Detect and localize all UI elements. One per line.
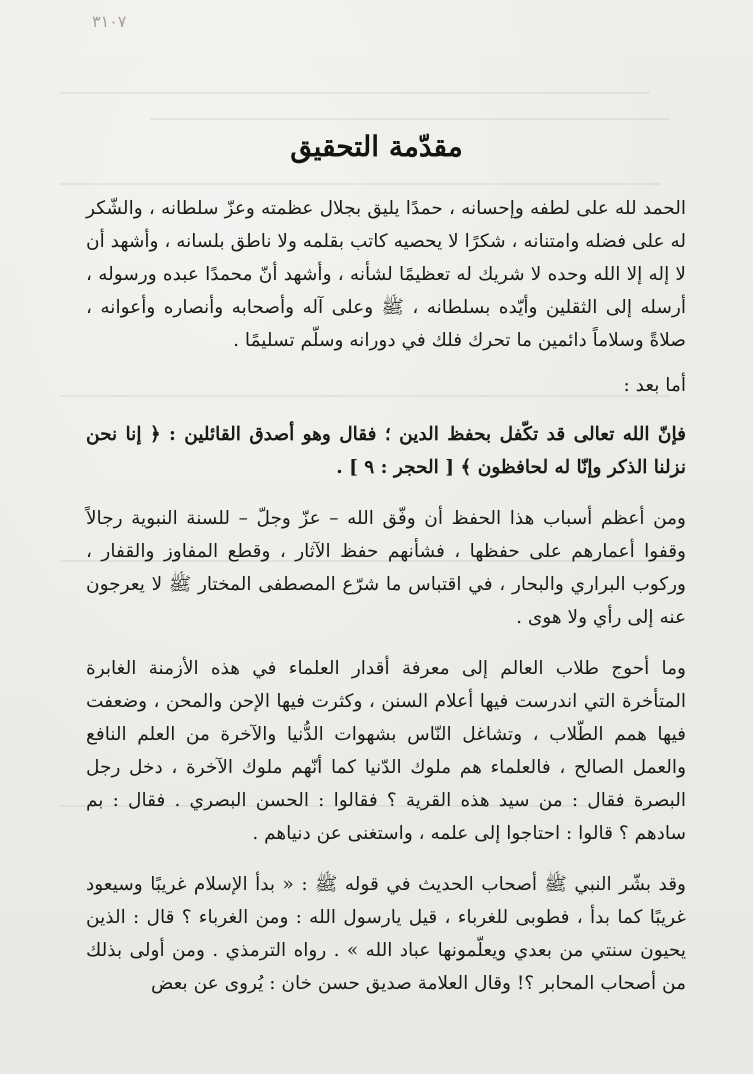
bleed-through-line <box>60 92 650 94</box>
text-line: إلى رأي ولا هوى . <box>516 607 654 628</box>
text-line: بذلك من أصحاب المحابر ؟! وقال العلامة صديق حسن خان : يُروى عن بعض <box>86 940 686 994</box>
text-line: ومن أعظم أسباب هذا الحفظ أن وفّق الله – عزّ وجلّ – للسنة النبوية رجالاً <box>86 508 686 529</box>
bleed-through-line <box>150 118 670 120</box>
text-line: فإنّ الله تعالى قد تكّفل بحفظ الدين ؛ فقال وهو أصدق القائلين : ﴿ إنا نحن <box>86 424 686 445</box>
paragraph-praise <box>86 192 686 357</box>
bleed-through-line <box>60 183 660 185</box>
text-line: فالعلماء هم ملوك الدّنيا كما أنّهم ملوك الآخرة ، دخل رجل البصرة فقال : من <box>86 757 686 811</box>
text-line: علمه ، واستغنى عن دنياهم . <box>252 823 469 844</box>
text-line: ورسوله ، أرسله إلى الثقلين وأيّده بسلطانه ، ﷺ وعلى آله وأصحابه وأنصاره <box>86 264 686 318</box>
text-line: وسيعود غريبًا كما بدأ ، فطوبى للغرباء ، قيل يارسول الله : ومن الغرباء ؟ قال : <box>86 874 686 928</box>
text-line: وركوب البراري والبحار ، في اقتباس ما شرّع المصطفى المختار ﷺ لا يعرجون عنه <box>86 574 686 628</box>
page-corner-mark: ٣١٠٧ <box>92 12 127 31</box>
text-line: أما بعد : <box>623 375 686 396</box>
paragraph-gap <box>86 850 686 868</box>
body-text <box>86 192 686 1000</box>
text-line: الذين يحيون سنتي من بعدي ويعلّمونها عباد الله » . رواه الترمذي . ومن أولى <box>86 907 686 961</box>
paragraph-gap <box>86 634 686 652</box>
paragraph-scholars <box>86 652 686 850</box>
paragraph-gap <box>86 484 686 502</box>
text-line: التي اندرست فيها أعلام السنن ، وكثرت فيها الإحن والمحن ، وضعفت فيها همم <box>86 691 686 745</box>
page-title: مقدّمة التحقيق <box>290 130 463 163</box>
text-line: وأعوانه ، صلاةً وسلاماً دائمين ما تحرك فلك في دورانه وسلّم تسليمًا . <box>86 297 686 351</box>
paragraph-hadith <box>86 868 686 1000</box>
text-line: والشّكر له على فضله وامتنانه ، شكرًا لا يحصيه كاتب بقلمه ولا ناطق بلسانه ، <box>86 198 687 252</box>
text-line: وأشهد أن لا إله إلا الله وحده لا شريك له تعظيمًا لشأنه ، وأشهد أنّ محمدًا عبده <box>86 231 686 285</box>
paragraph-quran-verse <box>86 418 686 484</box>
text-line: الطّلاب ، وتشاغل النّاس بشهوات الدُّنيا والآخرة من العلم النافع والعمل الصالح ، <box>86 724 686 778</box>
paragraph-gap <box>86 357 686 369</box>
text-line: سيد هذه القرية ؟ فقالوا : الحسن البصري . فقال : بم سادهم ؟ قالوا : احتاجوا إلى <box>86 790 686 844</box>
paragraph-gap <box>86 402 686 418</box>
text-line: وما أحوج طلاب العالم إلى معرفة أقدار العلماء في هذه الأزمنة الغابرة المتأخرة <box>86 658 686 712</box>
text-line: نزلنا الذكر وإنّا له لحافظون ﴾ [ الحجر : ٩ ] . <box>336 457 686 478</box>
text-line: الحمد لله على لطفه وإحسانه ، حمدًا يليق بجلال عظمته وعزّ سلطانه ، <box>148 198 686 219</box>
text-line: وقفوا أعمارهم على حفظها ، فشأنهم حفظ الآثار ، وقطع المفاوز والقفار ، <box>86 541 686 562</box>
paragraph-preservation <box>86 502 686 634</box>
paragraph-amma-bad <box>86 369 686 402</box>
text-line: وقد بشّر النبي ﷺ أصحاب الحديث في قوله ﷺ : « بدأ الإسلام غريبًا <box>150 874 686 895</box>
